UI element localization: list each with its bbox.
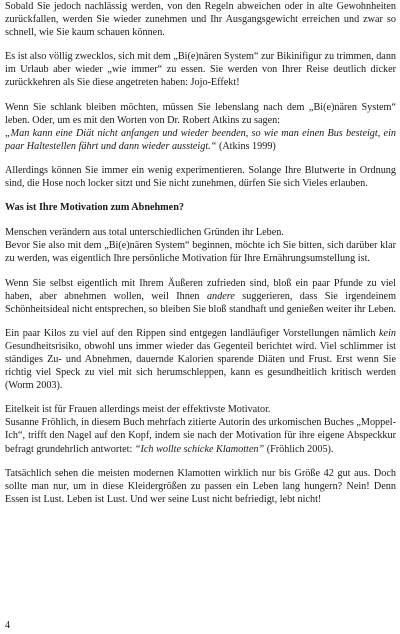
paragraph-vanity (5, 403, 396, 455)
paragraph-atkins (5, 101, 396, 153)
vanity-line-1: Eitelkeit ist für Frauen allerdings meist der effektivste Motivator. (5, 404, 271, 416)
emphasis-kein: kein (379, 327, 396, 339)
paragraph-jojo-effect: Es ist also völlig zwecklos, sich mit dem „Bi(e)nären System“ zur Bikinifigur zu trimmen, dann im Urlaub aber wieder „wie immer“ zu essen. Sie werden von Ihrer Reise deutlich dicker zurückkehren als Sie diese angetreten haben: Jojo-Effekt! (5, 51, 397, 89)
health-text-a: Ein paar Kilos zu viel auf den Rippen sind entgegen landläufiger Vorstellungen nämlich (5, 327, 380, 339)
beauty-text-b: suggerieren, dass Sie irgendeinem Schönheitsideal nicht entsprechen, so bleiben Sie bloß standhaft und genießen weiter ihr Leben. (5, 290, 396, 315)
atkins-citation: (Atkins 1999) (216, 140, 276, 152)
beauty-text-a: Wenn Sie selbst eigentlich mit Ihrem Äußeren zufrieden sind, bloß ein paar Pfunde zu viel haben, aber abnehmen wollen, weil Ihnen (5, 277, 396, 302)
vanity-text-b: Susanne Fröhlich, in diesem Buch mehrfach zitierte Autorin des urkomischen Buches „Moppel-Ich“, trifft den Nagel auf den Kopf, indem sie nach der Motivation für ihre eigene Abspeckkur befragt grundehrlich antwortet: (5, 417, 396, 455)
froehlich-quote: “Ich wollte schicke Klamotten” (134, 443, 265, 455)
paragraph-beauty-ideal (5, 277, 396, 316)
paragraph-relapse: Sobald Sie jedoch nachlässig werden, von den Regeln abweichen oder in alte Gewohnheiten zurückfallen, werden Sie wieder zunehmen und Ihr Ausgangsgewicht erreichen und zwar so schnell, wie Sie kaum schauen können. (5, 1, 396, 39)
motivation-line-1: Menschen verändern aus total unterschiedlichen Gründen ihr Leben. (5, 227, 284, 239)
document-page (5, 0, 396, 506)
motivation-line-2: Bevor Sie also mit dem „Bi(e)nären System“ beginnen, möchte ich Sie bitten, sich darüber klar zu werden, was eigentlich Ihre persönliche Motivation für Ihre Ernährungsumstellung ist. (5, 240, 396, 265)
atkins-intro: Wenn Sie schlank bleiben möchten, müssen Sie lebenslang nach dem „Bi(e)nären System“ leben. Oder, um es mit den Worten von Dr. Robert Atkins zu sagen: (5, 101, 396, 126)
vanity-citation: (Fröhlich 2005). (264, 443, 334, 455)
paragraph-motivation (5, 226, 396, 265)
section-heading: Was ist Ihre Motivation zum Abnehmen? (5, 202, 184, 214)
paragraph-lust: Tatsächlich sehen die meisten modernen Klamotten wirklich nur bis Größe 42 gut aus. Doch sollte man nur, um in diese Kleidergrößen zu passen ein Leben lang hungern? Nein! Denn Essen ist Lust. Leben ist Lust. Und wer seine Lust nicht befriedigt, lebt nicht! (5, 467, 396, 505)
atkins-quote: „Man kann eine Diät nicht anfangen und wieder beenden, so wie man einen Bus besteigt, ein paar Haltestellen fährt und dann wieder aussteigt.“ (5, 127, 396, 152)
emphasis-andere: andere (206, 290, 235, 302)
health-text-b: Gesundheitsrisiko, obwohl uns immer wieder das Gegenteil berichtet wird. Viel schlimmer ist ständiges Zu- und Abnehmen, dauernde Kalorien sparende Diäten und Frust. Erst wenn Sie richtig viel Speck zu viel mit sich herumschleppen, kann es gesundheitlich kritisch werden (Worm 2003). (5, 340, 396, 392)
page-number: 4 (5, 620, 11, 631)
paragraph-health-risk (5, 327, 396, 392)
paragraph-experiment: Allerdings können Sie immer ein wenig experimentieren. Solange Ihre Blutwerte in Ordnung sind, die Hose noch locker sitzt und Sie nicht zunehmen, dürfen Sie sich Vieles erlauben. (5, 164, 396, 190)
